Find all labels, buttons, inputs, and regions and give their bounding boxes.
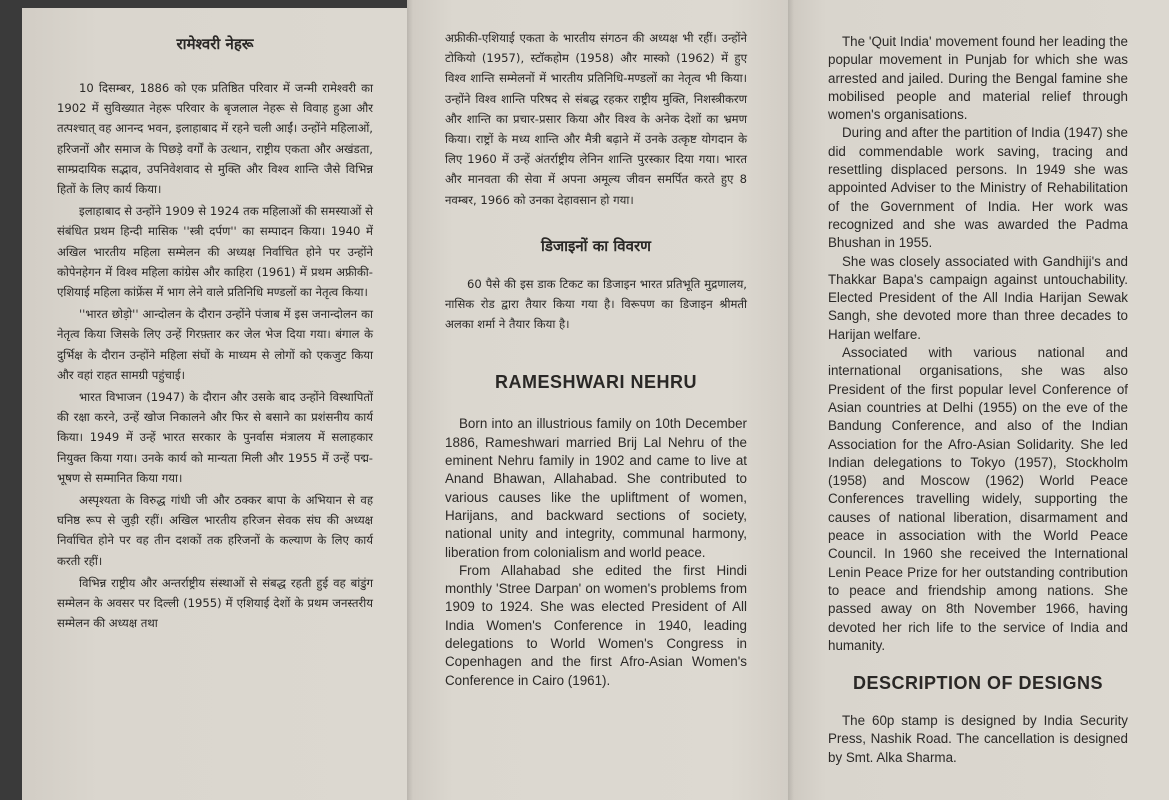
english-paragraph-6: Associated with various national and international organisations, she was also President of the first popular level Conference of Asian countries at Delhi (1955) on the eve of the Bandung Conference, and also of the Indian Association for the Afro-Asian Solidarity. She led Indian delegations to Tokyo (1957), Stockholm (1958) and Moscow (1962) World Peace Conferences travelling widely, supporting the causes of national liberation, disarmament and peace in association with the World Peace Council. In 1960 she received the International Lenin Peace Prize for her outstanding contribution to peace and friendship among nations. She passed away on 8th November 1966, having devoted her rich life to the service of India and humanity. xyxy=(828,345,1128,653)
hindi-paragraph-6: विभिन्न राष्ट्रीय और अन्तर्राष्ट्रीय संस्थाओं से संबद्ध रहती हुई वह बांडुंग सम्मेलन के अवसर पर दिल्ली (1955) में एशियाई देशों के प्रथम जनस्तरीय सम्मेलन की अध्यक्ष तथा xyxy=(57,575,373,631)
english-title: RAMESHWARI NEHRU xyxy=(494,372,697,393)
hindi-paragraph-1: 10 दिसम्बर, 1886 को एक प्रतिष्ठित परिवार में जन्मी रामेश्वरी का 1902 में सुविख्यात नेहरू परिवार के बृजलाल नेहरू से विवाह हुआ और तत्पश्चात् वह आनन्द भवन, इलाहाबाद में रहने चली आईं। उन्होंने महिलाओं, हरिजनों और समाज के पिछड़े वर्गों के उत्थान, राष्ट्रीय एकता और अखंडता, साम्प्रदायिक सद्भाव, उपनिवेशवाद से मुक्ति और विश्व शान्ति जैसे विभिन्न हितों के लिए कार्य किया। xyxy=(57,81,373,197)
fold-shadow xyxy=(788,0,794,800)
english-design-text: The 60p stamp is designed by India Security Press, Nashik Road. The cancellation is designed by Smt. Alka Sharma. xyxy=(828,713,1128,765)
english-paragraph-2: From Allahabad she edited the first Hindi monthly 'Stree Darpan' on women's problems from 1909 to 1924. She was elected President of All India Women's Conference in 1940, leading delegations to World Women's Congress in Copenhagen and the first Afro-Asian Women's Conference in Cairo (1961). xyxy=(445,562,747,688)
english-paragraph-1: Born into an illustrious family on 10th December 1886, Rameshwari married Brij Lal Nehru of the eminent Nehru family in 1902 and came to live at Anand Bhawan, Allahabad. She contributed to various causes like the upliftment of women, Harijans, and backward sections of society, national unity and integrity, communal harmony, liberation from colonialism and world peace. xyxy=(445,416,747,560)
english-paragraph-3: The 'Quit India' movement found her leading the popular movement in Punjab for which she was arrested and jailed. During the Bengal famine she mobilised people and material relief through women's organisations. xyxy=(828,34,1128,123)
fold-shadow xyxy=(407,0,413,800)
hindi-paragraph-4: भारत विभाजन (1947) के दौरान और उसके बाद उन्होंने विस्थापितों की रक्षा करने, उन्हें खोज निकालने और फिर से बसाने का प्रशंसनीय कार्य किया। 1949 में उन्हें भारत सरकार के पुनर्वास मंत्रालय में सलाहकार नियुक्त किया गया। उनके कार्य को मान्यता मिली और 1955 में उन्हें पद्म-भूषण से सम्मानित किया गया। xyxy=(57,390,373,485)
hindi-design-title: डिजाइनों का विवरण xyxy=(541,236,651,255)
english-paragraph-5: She was closely associated with Gandhiji's and Thakkar Bapa's campaign against untouchability. Elected President of the All India Harijan Sewak Sangh, she devoted more than three decades to Harijan welfare. xyxy=(828,253,1128,342)
hindi-column xyxy=(57,34,373,633)
english-paragraph-4: During and after the partition of India (1947) she did commendable work saving, tracing and resettling displaced persons. In 1949 she was appointed Adviser to the Ministry of Rehabilitation of the Government of India. Her work was recognized and she was awarded the Padma Bhushan in 1955. xyxy=(828,125,1128,251)
hindi-paragraph-3: ''भारत छोड़ो'' आन्दोलन के दौरान उन्होंने पंजाब में इस जनान्दोलन का नेतृत्व किया जिसके लिए उन्हें गिरफ़्तार कर जेल भेज दिया गया। बंगाल के दुर्भिक्ष के दौरान उन्होंने महिला संघों के माध्यम से लोगों को एकजुट किया और वहां राहत सामग्री पहुंचाई। xyxy=(57,307,373,382)
right-panel xyxy=(788,0,1169,800)
hindi-design-text: 60 पैसे की इस डाक टिकट का डिजाइन भारत प्रतिभूति मुद्रणालय, नासिक रोड द्वारा तैयार किया गया है। विरूपण का डिजाइन श्रीमती अलका शर्मा ने तैयार किया है। xyxy=(445,276,747,332)
right-column xyxy=(828,33,1128,767)
english-design-title: DESCRIPTION OF DESIGNS xyxy=(852,673,1104,694)
hindi-paragraph-5: अस्पृश्यता के विरुद्ध गांधी जी और ठक्कर बापा के अभियान से वह घनिष्ठ रूप से जुड़ी रहीं। अखिल भारतीय हरिजन सेवक संघ की अध्यक्ष निर्वाचित होने पर वह तीन दशकों तक हरिजनों के कल्याण के लिए कार्य करती रहीं। xyxy=(57,493,373,568)
hindi-title: रामेश्वरी नेहरू xyxy=(176,35,254,53)
middle-panel xyxy=(407,0,788,800)
hindi-paragraph-2: इलाहाबाद से उन्होंने 1909 से 1924 तक महिलाओं की समस्याओं से संबंधित प्रथम हिन्दी मासिक ''स्त्री दर्पण'' का सम्पादन किया। 1940 में अखिल भारतीय महिला सम्मेलन की अध्यक्ष निर्वाचित होने पर उन्होंने कोपेनहेगन में विश्व महिला कांग्रेस और काहिरा (1961) में प्रथम अफ्रीकी-एशियाई महिला कांफ्रेंस में भाग लेने वाले प्रतिनिधि मण्डलों का नेतृत्व किया। xyxy=(57,204,373,300)
left-panel xyxy=(22,8,407,800)
middle-column xyxy=(445,32,747,690)
hindi-paragraph-7: अफ्रीकी-एशियाई एकता के भारतीय संगठन की अध्यक्ष भी रहीं। उन्होंने टोकियो (1957), स्टॉकहोम (1958) और मास्को (1962) में हुए विश्व शान्ति सम्मेलनों में भारतीय प्रतिनिधि-मण्डलों का नेतृत्व भी किया। उन्होंने विश्व शान्ति परिषद से संबद्ध रहकर राष्ट्रीय मुक्ति, निशस्त्रीकरण और शान्ति का प्रचार-प्रसार किया और विश्व के अनेक देशों का भ्रमण किया। राष्ट्रों के मध्य शान्ति और मैत्री बढ़ाने में उनके उत्कृष्ट योगदान के लिए 1960 में उन्हें अंतर्राष्ट्रीय लेनिन शान्ति पुरस्कार दिया गया। भारत और मानवता की सेवा में अपना अमूल्य जीवन समर्पित करते हुए 8 नवम्बर, 1966 को उनका देहावसान हो गया। xyxy=(445,31,747,207)
